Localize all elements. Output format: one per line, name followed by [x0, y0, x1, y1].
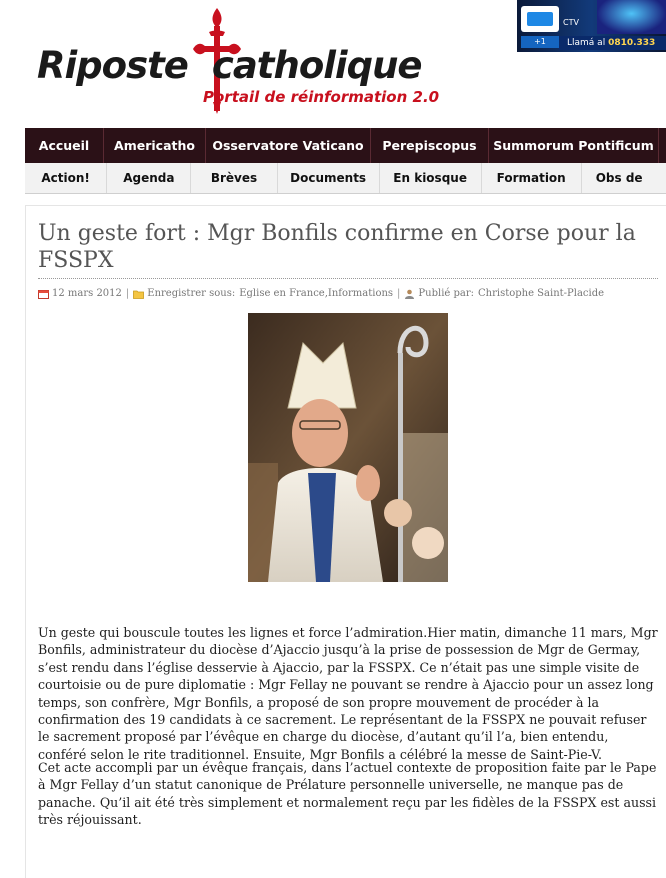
nav-item-action[interactable]: Action! — [25, 163, 107, 193]
nav-item-obs[interactable]: Obs de — [595, 171, 643, 185]
title-divider — [38, 278, 658, 279]
nav-item-breves[interactable]: Brèves — [191, 163, 277, 193]
nav-item-accueil[interactable]: Accueil — [25, 128, 104, 163]
article-paragraph: Cet acte accompli par un évêque français, dans l’actuel contexte de proposition faite par le Pape à Mgr Fellay d’un statut canonique de Prélature personnelle universelle, ne manque pas de panache. Qu’il ait été très simplement et normalement reçu par les fidèles de la FSSPX est aussi très réjouissant. — [38, 760, 657, 828]
article-author[interactable]: Christophe Saint-Placide — [478, 288, 605, 299]
folder-icon — [133, 289, 144, 299]
nav-item-agenda[interactable]: Agenda — [107, 163, 191, 193]
site-title: Riposte catholique — [37, 44, 422, 87]
nav-item-summorum-pontificum[interactable]: Summorum Pontificum — [489, 128, 659, 163]
nav-item-osservatore-vaticano[interactable]: Osservatore Vaticano — [206, 128, 371, 163]
tv-logo-icon — [521, 6, 559, 32]
nav-item-americatho[interactable]: Americatho — [104, 128, 206, 163]
ad-badge: +1 — [521, 36, 559, 48]
bishop-photo — [248, 313, 448, 582]
article-paragraph: Un geste qui bouscule toutes les lignes et force l’admiration.Hier matin, dimanche 11 mars, Mgr Bonfils, administrateur du diocèse d’Ajaccio jusqu’à la prise de possession de Mgr de Germay, s’est rendu dans l’église desservie à Ajaccio, par la FSSPX. Ce n’était pas une simple visite de courtoisie ou de pure diplomatie : Mgr Fellay ne pouvant se rendre à Ajaccio pour un assez long temps, son confrère, Mgr Bonfils, a proposé de son propre mouvement de procéder à la confirmation des 19 candidats à ce sacrement. Le représentant de la FSSPX ne pouvait refuser le sacrement proposé par l’évêque en charge du diocèse, d’autant qu’il l’a, bien entendu, conféré selon le rite traditionnel. Ensuite, Mgr Bonfils a célébré la messe de Saint-Pie-V. — [38, 625, 658, 762]
ad-channel: CTV — [563, 18, 579, 27]
nav-item-perepiscopus[interactable]: Perepiscopus — [371, 128, 489, 163]
article-date: 12 mars 2012 — [52, 288, 122, 299]
ad-image — [597, 0, 666, 34]
nav-item-documents[interactable]: Documents — [278, 163, 380, 193]
advertisement-banner[interactable] — [517, 0, 666, 52]
site-tagline: Portail de réinformation 2.0 — [203, 88, 440, 106]
ad-text: Llamá al 0810.333 — [559, 36, 666, 50]
article-meta: 12 mars 2012 | Enregistrer sous: Eglise en France,Informations | Publié par: Christophe Saint-Placide — [38, 288, 658, 299]
article-title[interactable]: Un geste fort : Mgr Bonfils confirme en Corse pour la FSSPX — [38, 221, 636, 273]
secondary-nav — [25, 163, 666, 194]
article-container — [25, 205, 666, 878]
calendar-icon — [38, 289, 49, 299]
nav-item-formation[interactable]: Formation — [482, 163, 582, 193]
article-categories[interactable]: Eglise en France,Informations — [239, 288, 394, 299]
site-header — [0, 0, 666, 128]
author-label: Publié par: — [418, 288, 474, 299]
primary-nav — [25, 128, 666, 163]
nav-item-en-kiosque[interactable]: En kiosque — [380, 163, 482, 193]
filed-under-label: Enregistrer sous: — [147, 288, 236, 299]
article-photo — [248, 313, 448, 582]
site-logo[interactable] — [37, 6, 440, 116]
user-icon — [404, 289, 415, 299]
